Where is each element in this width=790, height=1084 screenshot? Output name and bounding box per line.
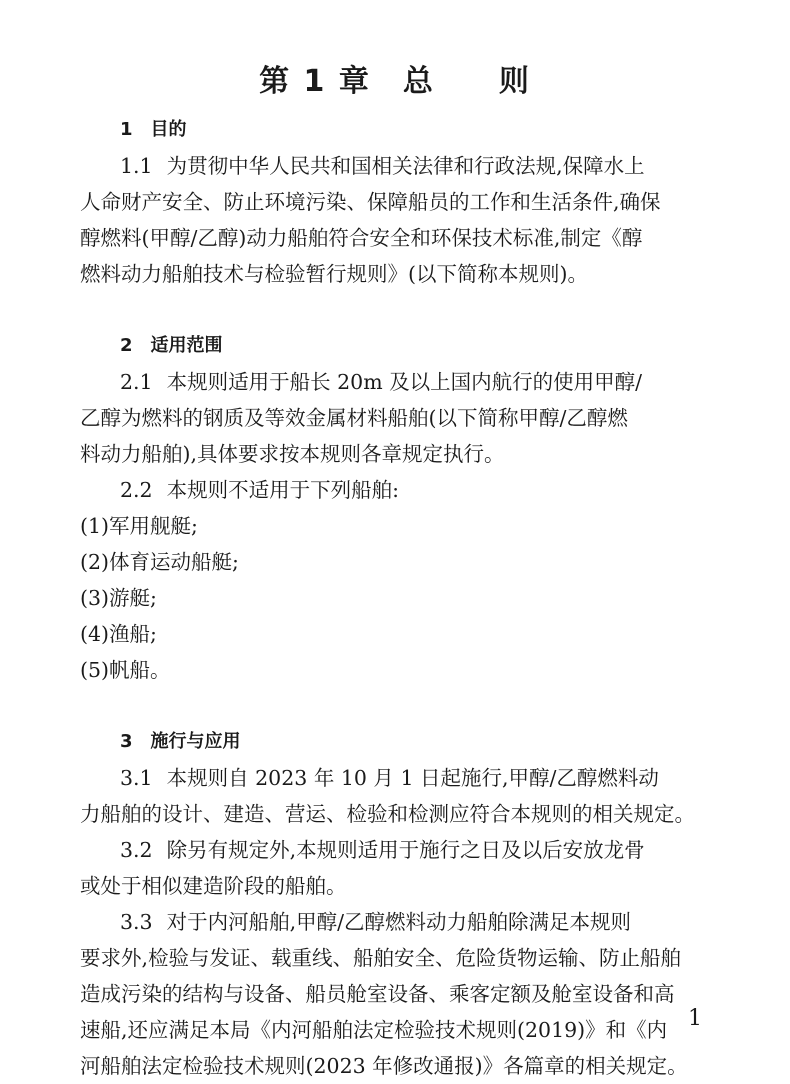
document-body bbox=[80, 112, 712, 1084]
paragraph-line: 本规则适用于船长 20m 及以上国内航行的使用甲醇/ bbox=[166, 370, 643, 394]
paragraph bbox=[80, 364, 712, 472]
paragraph-line: 人命财产安全、防止环境污染、保障船员的工作和生活条件,确保 bbox=[80, 190, 661, 214]
paragraph-line: 造成污染的结构与设备、船员舱室设备、乘客定额及舱室设备和高 bbox=[80, 982, 675, 1006]
paragraph-number: 3.1 bbox=[120, 766, 153, 790]
paragraph-line: 除另有规定外,本规则适用于施行之日及以后安放龙骨 bbox=[166, 838, 645, 862]
paragraph-line: 本规则不适用于下列船舶: bbox=[166, 478, 400, 502]
paragraph-line: 或处于相似建造阶段的船舶。 bbox=[80, 874, 347, 898]
exclusion-list bbox=[80, 508, 712, 688]
paragraph-line: 本规则自 2023 年 10 月 1 日起施行,甲醇/乙醇燃料动 bbox=[166, 766, 659, 790]
paragraph-line: 乙醇为燃料的钢质及等效金属材料船舶(以下简称甲醇/乙醇燃 bbox=[80, 406, 628, 430]
section-title: 施行与应用 bbox=[150, 731, 241, 752]
paragraph-line: 速船,还应满足本局《内河船舶法定检验技术规则(2019)》和《内 bbox=[80, 1018, 668, 1042]
list-item: (4)渔船; bbox=[80, 622, 157, 646]
section-number: 1 bbox=[120, 119, 133, 140]
paragraph-line: 料动力船舶),具体要求按本规则各章规定执行。 bbox=[80, 442, 505, 466]
chapter-title: 第 1 章 总 则 bbox=[259, 64, 531, 99]
section-title: 目的 bbox=[150, 119, 187, 140]
paragraph-number: 1.1 bbox=[120, 154, 153, 178]
list-item: (1)军用舰艇; bbox=[80, 514, 198, 538]
paragraph-number: 2.1 bbox=[120, 370, 153, 394]
paragraph-number: 3.2 bbox=[120, 838, 153, 862]
paragraph bbox=[80, 472, 712, 508]
paragraph bbox=[80, 904, 712, 1084]
paragraph-line: 醇燃料(甲醇/乙醇)动力船舶符合安全和环保技术标准,制定《醇 bbox=[80, 226, 643, 250]
page-number: 1 bbox=[688, 1006, 702, 1031]
section-number: 3 bbox=[120, 731, 133, 752]
paragraph bbox=[80, 760, 712, 832]
paragraph-line: 为贯彻中华人民共和国相关法律和行政法规,保障水上 bbox=[166, 154, 645, 178]
paragraph-number: 2.2 bbox=[120, 478, 153, 502]
list-item: (5)帆船。 bbox=[80, 658, 171, 682]
section-heading bbox=[80, 328, 712, 364]
section-number: 2 bbox=[120, 335, 133, 356]
paragraph-line: 力船舶的设计、建造、营运、检验和检测应符合本规则的相关规定。 bbox=[80, 802, 695, 826]
paragraph-number: 3.3 bbox=[120, 910, 153, 934]
paragraph-line: 河船舶法定检验技术规则(2023 年修改通报)》各篇章的相关规定。 bbox=[80, 1054, 688, 1078]
section-title: 适用范围 bbox=[150, 335, 223, 356]
section-heading bbox=[80, 724, 712, 760]
paragraph-line: 燃料动力船舶技术与检验暂行规则》(以下简称本规则)。 bbox=[80, 262, 588, 286]
list-item: (2)体育运动船艇; bbox=[80, 550, 239, 574]
paragraph-line: 要求外,检验与发证、载重线、船舶安全、危险货物运输、防止船舶 bbox=[80, 946, 682, 970]
paragraph bbox=[80, 832, 712, 904]
section-heading bbox=[80, 112, 712, 148]
paragraph bbox=[80, 148, 712, 292]
list-item: (3)游艇; bbox=[80, 586, 157, 610]
paragraph-line: 对于内河船舶,甲醇/乙醇燃料动力船舶除满足本规则 bbox=[166, 910, 632, 934]
